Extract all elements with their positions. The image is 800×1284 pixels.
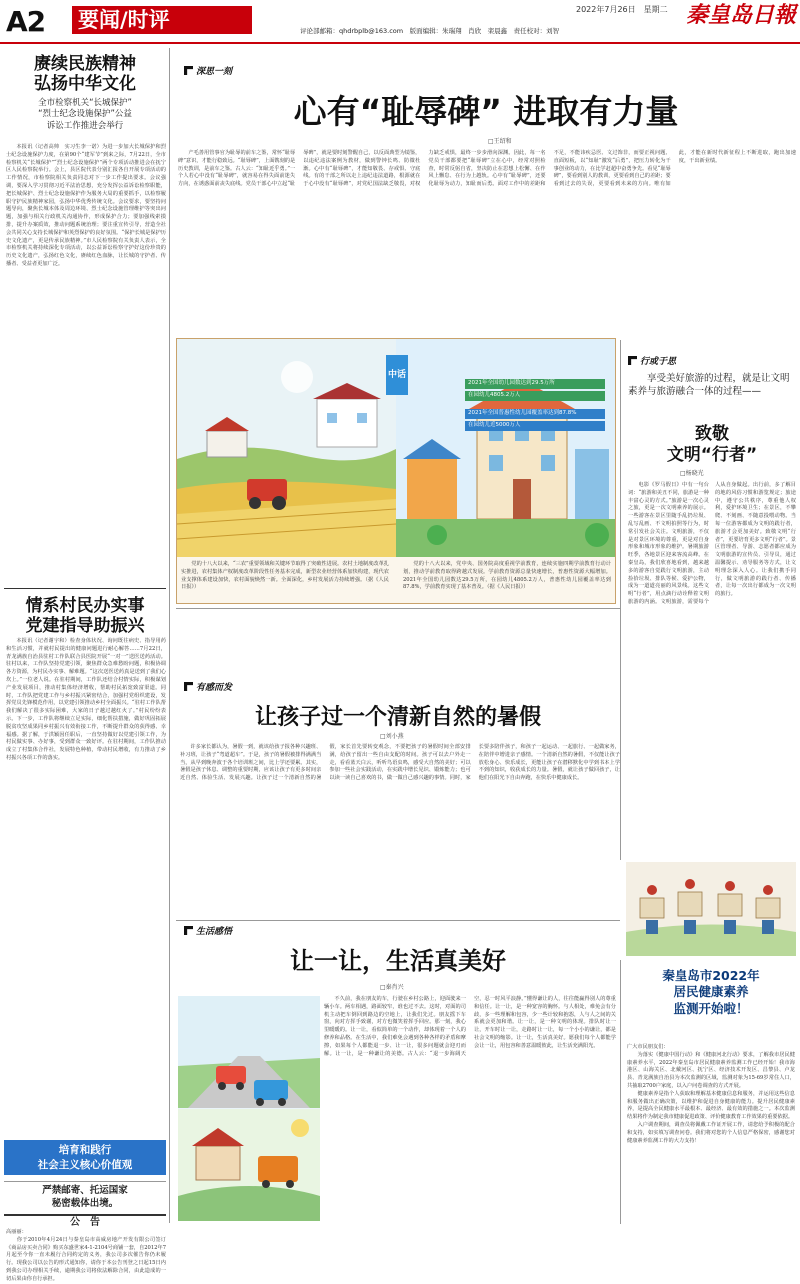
article-body: 本报讯（记者谢宇和）检查身体状况、询问既往病史、指导用药和生活习惯，并就村民提出的健康问题进行耐心解答……7月22日，青龙满族自治县驻村工作队联合县医院开展“一对一”送医送药活动。驻村以来，工作队坚持党建引领，聚焦群众急难愁盼问题，积极协调各方资源，为村民办实事、解难题。“这次送医送药真是送到了我们心坎上。”一位老人说。在驻村期间，工作队还结合村情实际，积极谋划产业发展项目，推动村集体经济增收，帮助村民拓宽致富渠道。同时，工作队把党建工作与乡村振兴紧密结合，加强村党组织建设，发挥党员先锋模范作用，以党建引领推动乡村全面振兴。“驻村工作队帮我们解决了很多实际困难，大家的日子越过越红火了。”村民纷纷表示。下一步，工作队将继续立足实际，细化帮扶措施，做好巩固拓展脱贫攻坚成果同乡村振兴有效衔接工作，不断提升群众的获得感、幸福感。据了解，于洪颖因任职后，一直坚持做好以党建引领工作，为村民做实事、办好事，受到群众一致好评。在驻村期间，工作队推动成立了村集体合作社，发展特色种植，带动村民增收，有力推动了乡村振兴各项工作的落实。	[6, 638, 166, 761]
column-tag: 有感而发	[184, 682, 232, 695]
stats-list	[465, 379, 605, 431]
article-body: 本报讯（记者高帅 实习生李一诺）为进一步加大长城保护和烈士纪念设施保护力度，在第90个“建军节”到来之际，7月22日，全市检察机关“长城保护”“烈士纪念设施保护”两个专项活动推进会在抚宁区人民检察院举行。会上，县区院代表分别汇报各自开展专项活动的工作情况，市检察院相关负责同志对下一步工作提出要求。会议强调，要深入学习贯彻习近平法治思想，充分发挥公益诉讼检察职能，把长城保护、烈士纪念设施保护作为服务大局的重要抓手，以检察履职守护民族精神家园，弘扬中华优秀传统文化。会议要求，要坚持问题导向，聚焦长城本体及周边环境、烈士纪念设施管理维护等突出问题，加强与相关行政机关沟通协作，形成保护合力；要加强线索摸排，提升办案质效，推动问题系统治理；要注重宣传引导，营造全社会共同关心支持长城保护和英烈保护的良好氛围。“保护长城是保护历史文化遗产，更是传承民族精神。”市人民检察院有关负责人表示，全市检察机关将持续深化专项活动，以公益诉讼检察守护好这份珍贵的历史文化遗产，弘扬红色文化，赓续红色血脉，让长城的守护者、传播者、受益者更加广泛。	[6, 144, 166, 267]
article-body: 许多家长都认为，暑假一到，就该给孩子报各种兴趣班、补习班，让孩子“弯道超车”。于是，孩子的暑假被排得满满当当，从早到晚奔波于各个培训班之间，比上学还要累。其实，暑假是孩子休息、调整的重要时期，应该让孩子有更多时间亲近自然、体验生活、发展兴趣。让孩子过一个清新自然的暑假，家长首先要转变观念，不要把孩子的暑假时间全部安排满，给孩子留出一些自由支配的时间。孩子可以去户外走一走，看看蓝天白云，听听鸟语虫鸣，感受大自然的美好；可以参加一些社会实践活动，在实践中增长见识、锻炼能力；也可以读一读自己喜欢的书，做一做自己感兴趣的事情。同时，家长要多陪伴孩子，和孩子一起运动、一起旅行、一起做家务，在陪伴中增进亲子感情。一个清新自然的暑假，不仅能让孩子放松身心、快乐成长，更能让孩子在潜移默化中学到书本上学不到的知识，收获成长的力量。暑假，就让孩子做回孩子，让他们在阳光下自由奔跑，在快乐中健康成长。	[180, 744, 620, 782]
article-body: 电影《罗马假日》中有一句台词：“旅游和美丑不同，旅游是一种丰富心灵的方式。”旅游是一次心灵之旅，更是一次文明素养的展示。一些游客在景区里随手乱扔垃圾、乱写乱画、不文明拍照等行为，时常引发社会关注。文明旅游，不仅是对景区环境的尊重，更是对自身形象和城市形象的维护。暑期旅游旺季，各地景区迎来客流高峰。在秦皇岛，我们欣喜地看到，越来越多的游客自觉践行文明旅游，主动捡拾垃圾、排队等候、爱护公物，成为一道道亮丽的风景线。这些文明“行者”，用点滴行动诠释着文明旅游的内涵。文明旅游，需要每个人从自身做起。出行前，多了解目的地的风俗习惯和游览规定；旅途中，遵守公共秩序，尊重他人权利，爱护环境卫生；在景区，不攀爬、不刻画、不随意投喂动物。当每一位游客都成为文明的践行者，旅游才会更加美好。致敬文明“行者”，更要培育更多文明“行者”。景区管理者、导游、志愿者都应成为文明旅游的宣传员、引导员，通过温馨提示、劝导服务等方式，让文明理念深入人心。让我们携手同行，做文明旅游的践行者、传播者，让每一次出行都成为一次文明的旅行。	[628, 482, 796, 605]
tourists-illustration	[626, 862, 796, 956]
article-headline: 让孩子过一个清新自然的暑假	[254, 705, 541, 730]
infographic	[176, 338, 616, 604]
tag-mark-icon	[628, 356, 637, 365]
article-body: 产毛善用管事官为耻辱的前车之鉴，常怀“耻辱碑”意识，才能行稳致远。“耻辱碑”，上面镌刻的是历史教训，是前车之鉴。古人云：“知耻近乎勇。”一个人若心中没有“耻辱碑”，就容易在得失面前迷失方向，在诱惑面前丧失底线。党员干部心中立起“耻辱碑”，就是要时刻警醒自己，以反面典型为镜鉴，以违纪违法案例为教材，做到警钟长鸣、防微杜渐。心中有“耻辱碑”，才能知敬畏、存戒惧、守底线。有的干部之所以走上违纪违法道路，根源就在于心中没有“耻辱碑”，对党纪国法缺乏敬畏，对权力缺乏戒惧，最终一步步滑向深渊。因此，每一名党员干部都要把“耻辱碑”立在心中，经常对照检查，时常反躬自省，坚决防止在思想上松懈、在作风上懈怠、在行为上越轨。心中有“耻辱碑”，还要化耻辱为动力，知耻而后勇。面对工作中的差距和不足，不能讳疾忌医、文过饰非，而要正视问题、直面短板，以“知耻”激发“后勇”，把压力转化为干事创业的动力，在比学赶超中奋勇争先。看见“耻辱碑”，要看到别人的教训，更要看到自己的差距；要看到过去的失误，更要看到未来的方向。唯有如此，才能在新时代新征程上不断进取，跑出加速度，干出新业绩。	[178, 150, 796, 188]
article-lead: 享受美好旅游的过程，就是让文明素养与旅游融合一体的过程——	[628, 373, 790, 398]
notice-title: 公 告	[4, 1214, 166, 1228]
slogan-banner: 培育和践行 社会主义核心价值观	[4, 1140, 166, 1175]
tag-mark-icon	[184, 66, 193, 75]
stat-item: 在园幼儿4805.2万人	[465, 391, 605, 401]
newspaper-logo: 秦皇岛日報	[686, 2, 797, 28]
column-tag: 生活感悟	[184, 926, 232, 939]
issue-date: 2022年7月26日 星期二	[576, 5, 668, 14]
divider	[620, 340, 621, 860]
health-notice	[620, 960, 798, 1224]
article-subheadline: 全市检察机关“长城保护” “烈士纪念设施保护”公益 诉讼工作推进会举行	[38, 98, 132, 131]
byline: □刘小燕	[380, 733, 404, 740]
yielding-cars-illustration	[178, 996, 320, 1221]
column-tag: 深思一刻	[184, 66, 232, 79]
article-headline: 致敬 文明“行者”	[666, 424, 758, 466]
stat-item: 在园幼儿近5000万人	[465, 421, 605, 431]
article-headline: 让一让，生活真美好	[290, 947, 506, 975]
left-column	[2, 48, 170, 1282]
article-headline: 赓续民族精神 弘扬中华文化	[34, 54, 136, 95]
page-number: A2	[6, 5, 46, 38]
notice-body: 广大市民朋友们： 为落实《健康中国行动》和《健康河北行动》要求，了解我市居民健康素养水平，2022年秦皇岛市居民健康素养监测工作已经开始！我市海港区、山海关区、北戴河区、抚宁区、经济技术开发区、昌黎县、卢龙县、青龙满族自治县为本次监测的区域，监测对象为15-69岁常住人口，共抽取2700户家庭，以入户问卷调查的方式开展。 健康素养是指个人获取和理解基本健康信息和服务，并运用这些信息和服务做出正确决策，以维护和促进自身健康的能力。提升居民健康素养，是提高全民健康水平最根本、最经济、最有效的措施之一。本次监测结果将作为制定我市健康促进政策、评价健康教育工作效果的重要依据。 入户调查期间，调查员将佩戴工作证开展工作，请您给予积极的配合和支持，如实填写调查问卷。我们将对您的个人信息严格保密，感谢您对健康素养监测工作的大力支持！	[627, 1044, 795, 1144]
tag-mark-icon	[184, 926, 193, 935]
tag-mark-icon	[184, 682, 193, 691]
notice-headline: 秦皇岛市2022年 居民健康素养 监测开始啦！	[662, 968, 760, 1016]
stat-item: 2021年全国幼儿园数达到29.5万所	[465, 379, 605, 389]
article-headline: 情系村民办实事 党建指导助振兴	[25, 596, 145, 637]
editor-credits: 评论部邮箱：qhdrbplb@163.com 版面编辑：朱瑞翔 肖欣 栾晨鑫 责任校对：刘智	[300, 27, 560, 35]
section-title: 要闻/时评	[72, 6, 252, 34]
infographic-label: 中话	[386, 355, 408, 395]
article-headline: 心有“耻辱碑” 进取有力量	[293, 92, 679, 131]
byline: □杨晓光	[680, 470, 704, 477]
illustration	[626, 862, 796, 956]
divider	[176, 920, 620, 921]
article-body: 不久前，我在朋友的车，行驶在乡村公路上，迎面驶来一辆小车。两车相遇，路面较窄，谁也过不去。这时，对面的司机主动把车倒回到路边的空地上，让我们先过。朋友摇下车窗，向对方挥手致谢，对方也微笑着挥手回应。那一刻，我心里暖暖的。让一让，看似简单的一个动作，却体现着一个人的修养和品格。在生活中，我们难免会遇到各种各样的矛盾和摩擦，如果每个人都能退一步、让一让，很多问题就会迎刃而解。让一让，是一种谦让的美德。古人云：“退一步海阔天空，忍一时风平浪静。”懂得谦让的人，往往能赢得别人的尊重和信任。让一让，是一种宽容的胸怀。与人相处，难免会有分歧，多一些理解和包容，少一些计较和抱怨，人与人之间的关系就会更加和谐。让一让，是一种文明的体现。排队时让一让，开车时让一让，走路时让一让，每一个小小的谦让，都是社会文明的缩影。让一让，生活真美好。愿我们每个人都能学会让一让，用包容和善意温暖彼此，让生活充满阳光。	[324, 996, 616, 1057]
byline: □秦肖兴	[380, 984, 404, 991]
byline: □王绍和	[488, 138, 512, 145]
notice-banner: 严禁邮寄、托运国家 秘密载体出境。	[4, 1181, 166, 1215]
notice-body: 高丽丽： 你于2010年4月24日与秦皇岛市高威房地产开发有限公司签订《商品房买卖合同》购买东盛世家4-1-2104号商铺一套，自2012年7月起至今你一直未履行合同约定的义务，我公司多次催告你仍未履行。现我公司以公告的形式通知你，请你于本公告刊登之日起15日内到我公司办理相关手续，逾期我公司将依法解除合同，由此造成的一切后果由你自行承担。	[6, 1229, 166, 1282]
divider	[176, 608, 620, 609]
divider	[4, 588, 166, 589]
stat-item: 2021年全国普惠性幼儿园覆盖率达到87.8%	[465, 409, 605, 419]
illustration	[178, 996, 320, 1221]
infographic-caption: 党的十八大以来，党中央、国务院高度重视学前教育，连续实施四期学前教育行动计划，推动学前教育取得跨越式发展。学前教育资源总量快速增长，普惠性资源大幅增加。2021年全国幼儿园数达29.5万所，在园幼儿4805.2万人，普惠性幼儿园覆盖率达到87.8%，学前教育实现了基本普及。（据《人民日报》）	[403, 561, 611, 591]
page-header	[0, 0, 800, 44]
column-tag: 行或于思	[628, 356, 676, 369]
infographic-caption: 党的十八大以来，“三农”重要领域和关键环节取得了突破性进展。农村土地制度改革扎实推进，农村集体产权制度改革阶段性任务基本完成，新型农业经营体系加快构建，现代农业支撑体系建设加快，农村面貌焕然一新。全面深化，乡村发展活力持续增强。（据《人民日报》）	[181, 561, 389, 591]
